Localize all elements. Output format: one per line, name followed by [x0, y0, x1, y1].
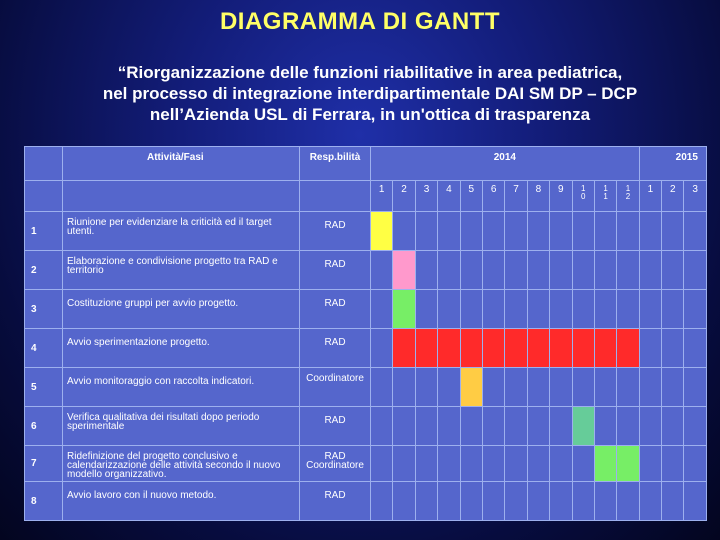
month-header-15: 3 — [684, 181, 706, 212]
gantt-bar-cell — [393, 290, 415, 329]
gantt-empty-cell — [505, 407, 527, 446]
gantt-empty-cell — [482, 212, 504, 251]
gantt-empty-cell — [662, 368, 684, 407]
gantt-empty-cell — [460, 446, 482, 482]
header-activity: Attività/Fasi — [63, 147, 300, 181]
gantt-bar-cell — [482, 329, 504, 368]
row-activity: Avvio lavoro con il nuovo metodo. — [63, 482, 300, 521]
month-header-6: 6 — [482, 181, 504, 212]
table-row — [25, 251, 707, 290]
gantt-bar-cell — [617, 329, 639, 368]
gantt-bar-cell — [438, 329, 460, 368]
gantt-empty-cell — [662, 290, 684, 329]
row-activity: Ridefinizione del progetto conclusivo e calendarizzazione delle attività secondo il nuovo modello organizzativo. — [63, 446, 300, 482]
gantt-empty-cell — [594, 290, 616, 329]
gantt-empty-cell — [505, 290, 527, 329]
gantt-empty-cell — [438, 368, 460, 407]
gantt-empty-cell — [527, 482, 549, 521]
gantt-empty-cell — [371, 329, 393, 368]
gantt-empty-cell — [684, 290, 706, 329]
gantt-empty-cell — [482, 368, 504, 407]
gantt-empty-cell — [415, 482, 437, 521]
gantt-empty-cell — [393, 407, 415, 446]
month-row-empty-3 — [300, 181, 371, 212]
gantt-empty-cell — [572, 290, 594, 329]
gantt-bar-cell — [460, 329, 482, 368]
gantt-empty-cell — [371, 482, 393, 521]
gantt-empty-cell — [415, 290, 437, 329]
month-header-9: 9 — [550, 181, 572, 212]
month-header-3: 3 — [415, 181, 437, 212]
gantt-empty-cell — [482, 446, 504, 482]
gantt-empty-cell — [662, 251, 684, 290]
row-activity: Avvio monitoraggio con raccolta indicatori. — [63, 368, 300, 407]
gantt-empty-cell — [460, 251, 482, 290]
gantt-bar-cell — [572, 407, 594, 446]
gantt-empty-cell — [572, 212, 594, 251]
gantt-bar-cell — [415, 329, 437, 368]
row-activity: Verifica qualitativa dei risultati dopo periodo sperimentale — [63, 407, 300, 446]
gantt-empty-cell — [639, 368, 661, 407]
gantt-empty-cell — [550, 368, 572, 407]
row-number: 6 — [25, 407, 63, 446]
month-row-empty-1 — [25, 181, 63, 212]
gantt-empty-cell — [460, 407, 482, 446]
month-header-12: 1 2 — [617, 181, 639, 212]
gantt-empty-cell — [371, 446, 393, 482]
gantt-empty-cell — [393, 482, 415, 521]
gantt-table — [24, 146, 707, 521]
table-row — [25, 290, 707, 329]
gantt-empty-cell — [482, 407, 504, 446]
gantt-empty-cell — [527, 290, 549, 329]
table-row — [25, 368, 707, 407]
row-number: 2 — [25, 251, 63, 290]
gantt-empty-cell — [639, 482, 661, 521]
gantt-empty-cell — [438, 446, 460, 482]
gantt-empty-cell — [639, 290, 661, 329]
gantt-empty-cell — [617, 251, 639, 290]
gantt-empty-cell — [617, 290, 639, 329]
gantt-empty-cell — [684, 251, 706, 290]
gantt-empty-cell — [393, 212, 415, 251]
gantt-empty-cell — [550, 482, 572, 521]
header-year-2015: 2015 — [639, 147, 706, 181]
gantt-empty-cell — [371, 251, 393, 290]
gantt-empty-cell — [617, 368, 639, 407]
gantt-empty-cell — [550, 290, 572, 329]
gantt-empty-cell — [639, 212, 661, 251]
gantt-empty-cell — [550, 212, 572, 251]
gantt-empty-cell — [594, 368, 616, 407]
table-row — [25, 482, 707, 521]
gantt-empty-cell — [371, 368, 393, 407]
subtitle-line-3: nell’Azienda USL di Ferrara, in un'ottica di trasparenza — [149, 105, 591, 124]
gantt-empty-cell — [550, 407, 572, 446]
table-row — [25, 446, 707, 482]
gantt-empty-cell — [482, 290, 504, 329]
gantt-empty-cell — [639, 446, 661, 482]
gantt-empty-cell — [662, 482, 684, 521]
gantt-empty-cell — [594, 482, 616, 521]
gantt-empty-cell — [527, 212, 549, 251]
gantt-empty-cell — [505, 446, 527, 482]
gantt-empty-cell — [505, 212, 527, 251]
page-title: DIAGRAMMA DI GANTT — [219, 8, 501, 35]
row-responsibility: RAD — [300, 407, 371, 446]
gantt-empty-cell — [594, 407, 616, 446]
subtitle-line-1: “Riorganizzazione delle funzioni riabilitative in area pediatrica, — [117, 63, 623, 82]
row-responsibility: RAD — [300, 482, 371, 521]
gantt-bar-cell — [594, 329, 616, 368]
row-number: 4 — [25, 329, 63, 368]
gantt-empty-cell — [482, 251, 504, 290]
month-header-5: 5 — [460, 181, 482, 212]
gantt-empty-cell — [594, 212, 616, 251]
gantt-empty-cell — [527, 251, 549, 290]
gantt-bar-cell — [371, 212, 393, 251]
gantt-empty-cell — [572, 368, 594, 407]
gantt-empty-cell — [527, 368, 549, 407]
header-empty — [25, 147, 63, 181]
row-responsibility: RAD — [300, 329, 371, 368]
gantt-empty-cell — [505, 251, 527, 290]
gantt-bar-cell — [505, 329, 527, 368]
row-responsibility: RAD — [300, 212, 371, 251]
row-activity: Riunione per evidenziare la criticità ed il target utenti. — [63, 212, 300, 251]
gantt-empty-cell — [393, 446, 415, 482]
gantt-empty-cell — [662, 446, 684, 482]
gantt-month-row — [25, 181, 707, 212]
gantt-empty-cell — [639, 329, 661, 368]
gantt-empty-cell — [415, 407, 437, 446]
gantt-empty-cell — [639, 251, 661, 290]
gantt-empty-cell — [617, 212, 639, 251]
gantt-bar-cell — [527, 329, 549, 368]
gantt-empty-cell — [550, 251, 572, 290]
row-activity: Elaborazione e condivisione progetto tra RAD e territorio — [63, 251, 300, 290]
month-header-7: 7 — [505, 181, 527, 212]
gantt-empty-cell — [371, 290, 393, 329]
gantt-empty-cell — [415, 212, 437, 251]
gantt-empty-cell — [617, 482, 639, 521]
gantt-header-row — [25, 147, 707, 181]
row-activity: Costituzione gruppi per avvio progetto. — [63, 290, 300, 329]
gantt-empty-cell — [617, 407, 639, 446]
gantt-empty-cell — [662, 407, 684, 446]
gantt-bar-cell — [393, 251, 415, 290]
row-responsibility: RAD — [300, 251, 371, 290]
gantt-empty-cell — [684, 329, 706, 368]
gantt-empty-cell — [572, 482, 594, 521]
row-number: 7 — [25, 446, 63, 482]
gantt-empty-cell — [684, 446, 706, 482]
gantt-empty-cell — [684, 482, 706, 521]
gantt-empty-cell — [505, 368, 527, 407]
month-header-8: 8 — [527, 181, 549, 212]
row-number: 1 — [25, 212, 63, 251]
gantt-empty-cell — [684, 407, 706, 446]
month-header-13: 1 — [639, 181, 661, 212]
month-header-14: 2 — [662, 181, 684, 212]
gantt-empty-cell — [438, 290, 460, 329]
gantt-empty-cell — [460, 212, 482, 251]
gantt-empty-cell — [527, 446, 549, 482]
gantt-empty-cell — [415, 251, 437, 290]
gantt-empty-cell — [594, 251, 616, 290]
gantt-bar-cell — [572, 329, 594, 368]
gantt-bar-cell — [594, 446, 616, 482]
row-responsibility: RAD — [300, 290, 371, 329]
row-activity: Avvio sperimentazione progetto. — [63, 329, 300, 368]
gantt-empty-cell — [438, 212, 460, 251]
header-resp: Resp.bilità — [300, 147, 371, 181]
gantt-empty-cell — [460, 482, 482, 521]
gantt-empty-cell — [662, 212, 684, 251]
row-responsibility: Coordinatore — [300, 368, 371, 407]
gantt-empty-cell — [505, 482, 527, 521]
month-row-empty-2 — [63, 181, 300, 212]
gantt-bar-cell — [393, 329, 415, 368]
table-row — [25, 212, 707, 251]
row-number: 8 — [25, 482, 63, 521]
table-row — [25, 407, 707, 446]
subtitle — [60, 62, 680, 125]
gantt-bar-cell — [460, 368, 482, 407]
gantt-bar-cell — [550, 329, 572, 368]
gantt-empty-cell — [572, 446, 594, 482]
gantt-empty-cell — [550, 446, 572, 482]
gantt-empty-cell — [438, 482, 460, 521]
row-number: 5 — [25, 368, 63, 407]
table-row — [25, 329, 707, 368]
month-header-4: 4 — [438, 181, 460, 212]
month-header-2: 2 — [393, 181, 415, 212]
row-number: 3 — [25, 290, 63, 329]
month-header-11: 1 1 — [594, 181, 616, 212]
gantt-empty-cell — [438, 251, 460, 290]
gantt-empty-cell — [662, 329, 684, 368]
row-responsibility: RAD Coordinatore — [300, 446, 371, 482]
gantt-empty-cell — [415, 446, 437, 482]
gantt-empty-cell — [527, 407, 549, 446]
gantt-empty-cell — [460, 290, 482, 329]
month-header-10: 1 0 — [572, 181, 594, 212]
gantt-bar-cell — [617, 446, 639, 482]
gantt-empty-cell — [572, 251, 594, 290]
gantt-empty-cell — [415, 368, 437, 407]
gantt-empty-cell — [684, 368, 706, 407]
gantt-empty-cell — [482, 482, 504, 521]
gantt-empty-cell — [639, 407, 661, 446]
gantt-empty-cell — [684, 212, 706, 251]
subtitle-line-2: nel processo di integrazione interdipartimentale DAI SM DP – DCP — [102, 84, 638, 103]
month-header-1: 1 — [371, 181, 393, 212]
header-year-2014: 2014 — [371, 147, 640, 181]
gantt-empty-cell — [438, 407, 460, 446]
gantt-empty-cell — [371, 407, 393, 446]
gantt-empty-cell — [393, 368, 415, 407]
